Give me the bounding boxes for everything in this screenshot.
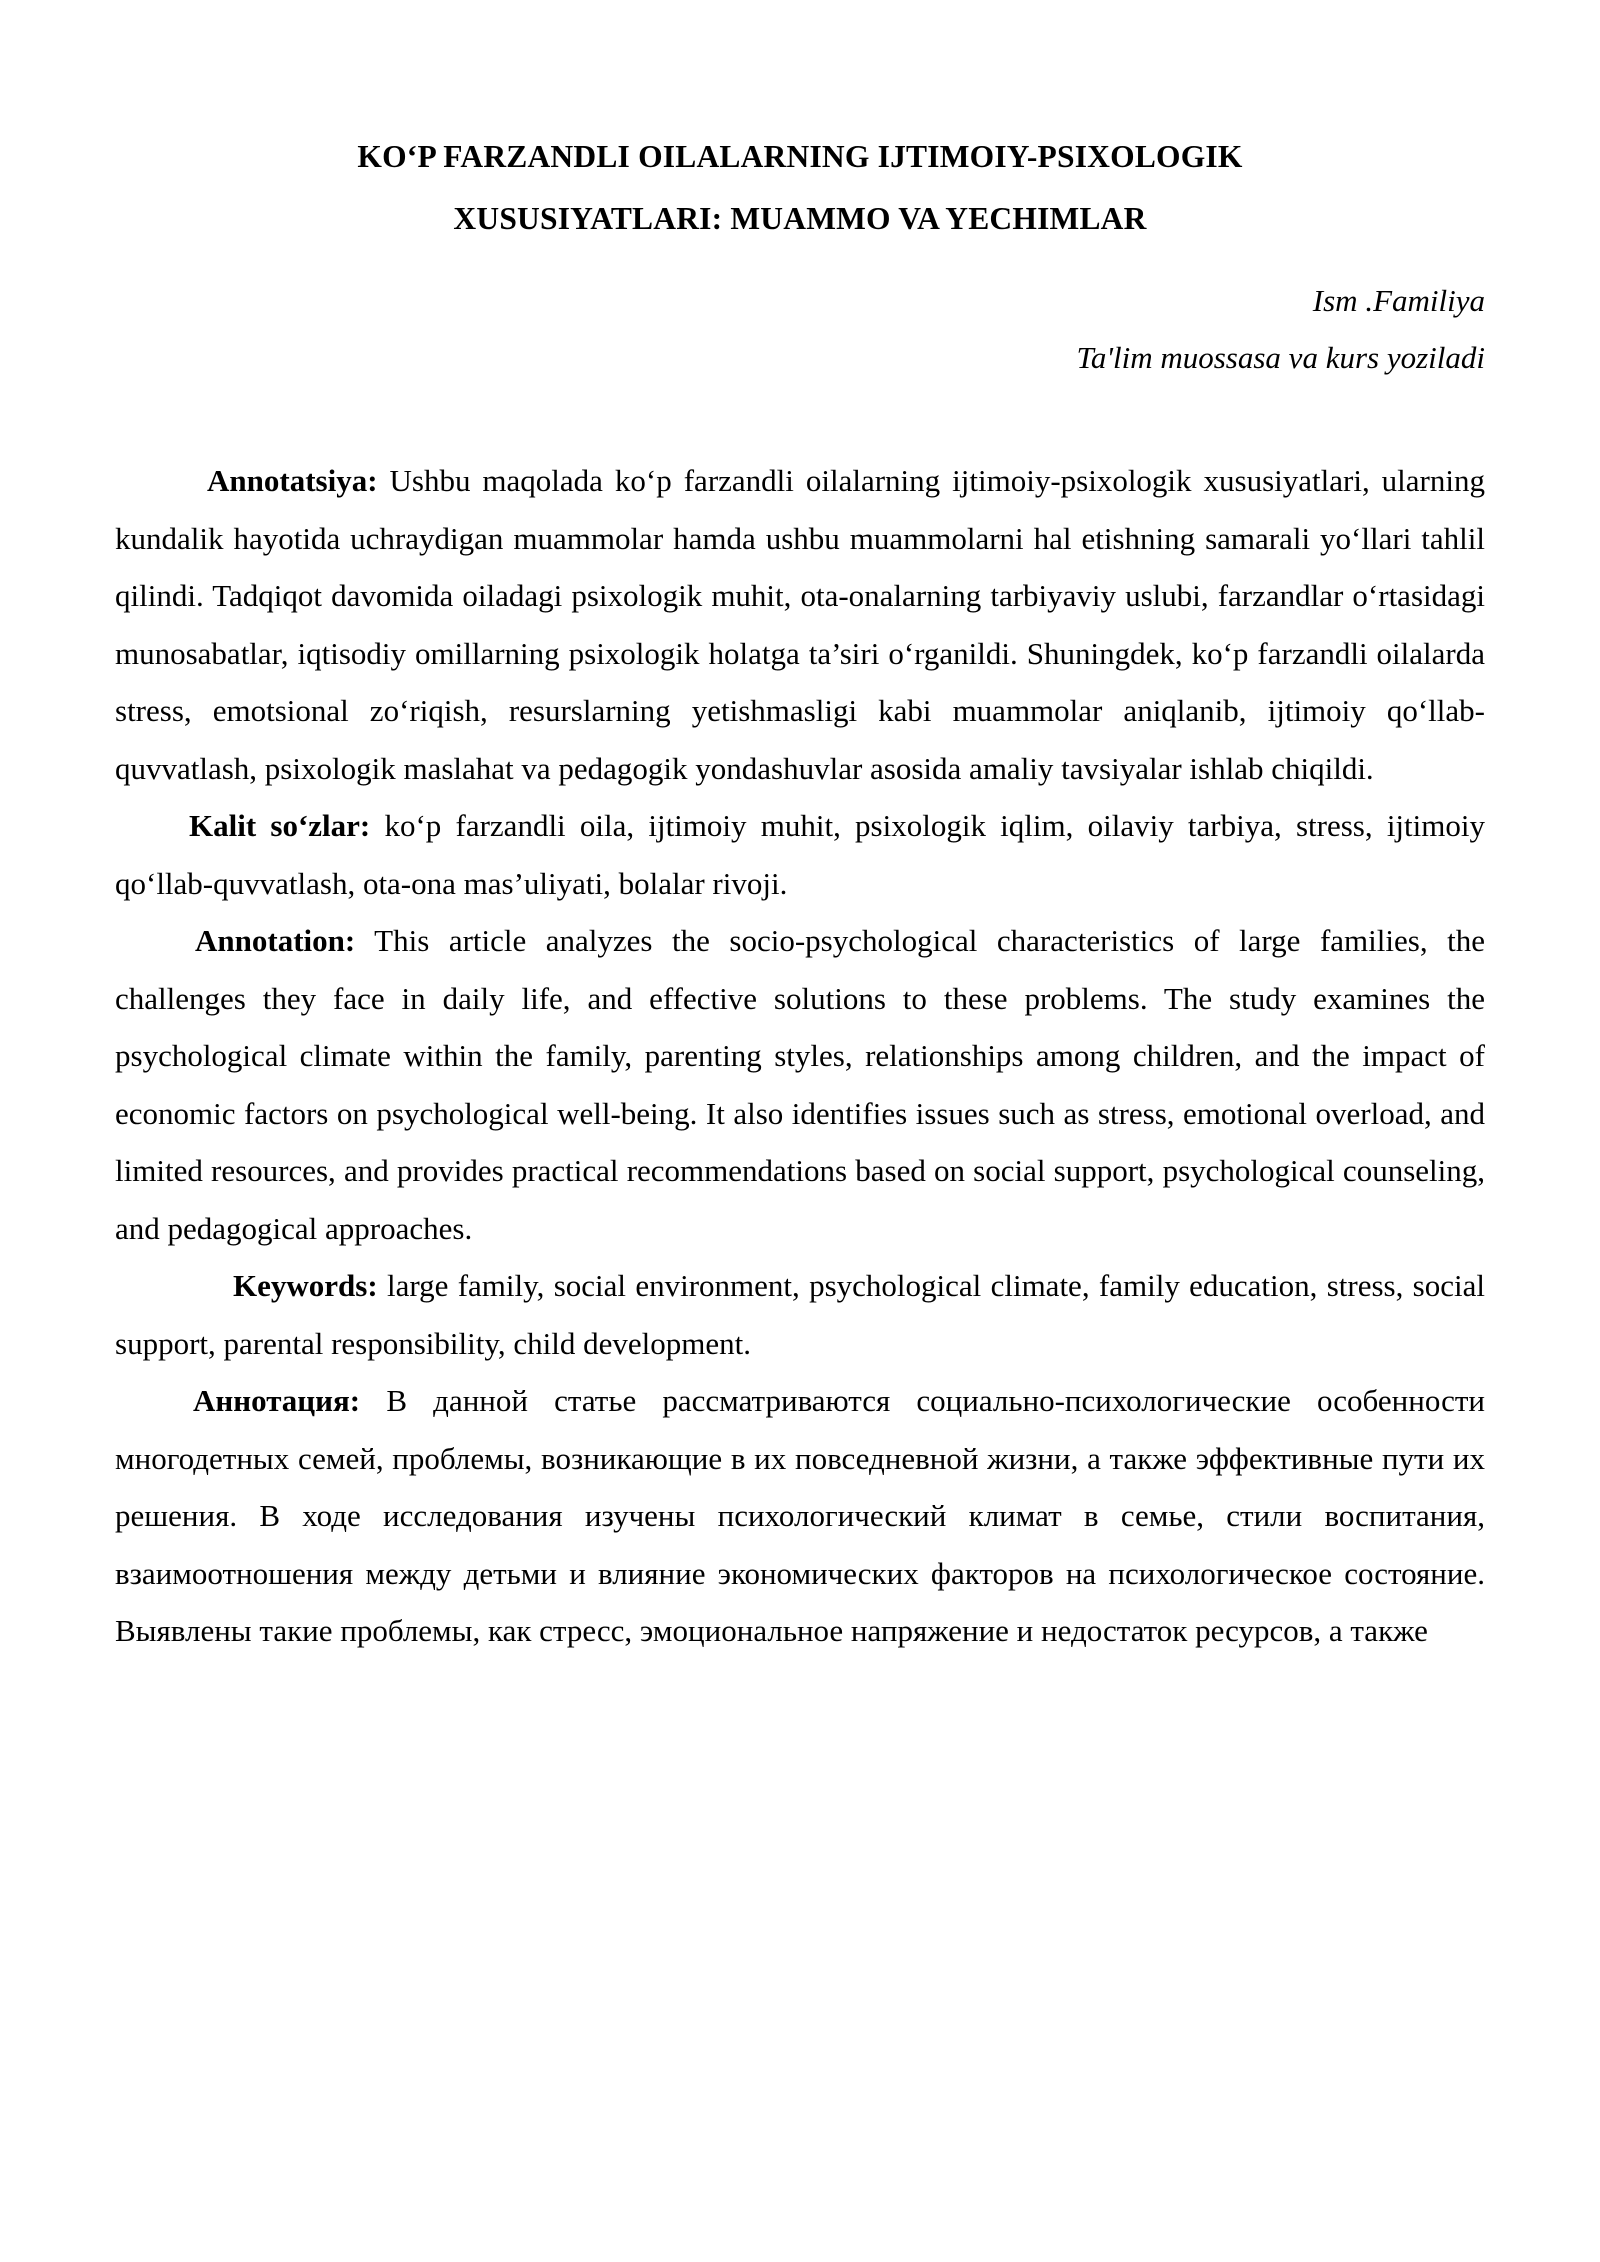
russian-abstract-label: Аннотация: — [193, 1383, 361, 1418]
english-abstract-label: Annotation: — [195, 923, 356, 958]
page-content — [115, 0, 1485, 1660]
abstract-sections — [115, 452, 1485, 1660]
english-abstract-paragraph — [115, 912, 1485, 1257]
uzbek-keywords-paragraph — [115, 797, 1485, 912]
russian-abstract-paragraph — [115, 1372, 1485, 1660]
uzbek-abstract-label: Annotatsiya: — [207, 463, 378, 498]
author-affiliation: Ta'lim muossasa va kurs yoziladi — [1076, 340, 1485, 375]
author-block — [115, 272, 1485, 386]
uzbek-abstract-body: Ushbu maqolada ko‘p farzandli oilalarning ijtimoiy-psixologik xususiyatlari, ularning kundalik hayotida uchraydigan muammolar hamda ushbu muammolarni hal etishning samarali yo‘llari tahlil qilindi. Tadqiqot davomida oiladagi psixologik muhit, ota-onalarning tarbiyaviy uslubi, farzandlar o‘rtasidagi munosabatlar, iqtisodiy omillarning psixologik holatga ta’siri o‘rganildi. Shuningdek, ko‘p farzandli oilalarda stress, emotsional zo‘riqish, resurslarning yetishmasligi kabi muammolar aniqlanib, ijtimoiy qo‘llab-quvvatlash, psixologik maslahat va pedagogik yondashuvlar asosida amaliy tavsiyalar ishlab chiqildi. — [115, 463, 1485, 786]
uzbek-abstract-paragraph — [115, 452, 1485, 797]
author-name: Ism .Familiya — [1312, 283, 1485, 318]
uzbek-keywords-body: ko‘p farzandli oila, ijtimoiy muhit, psixologik iqlim, oilaviy tarbiya, stress, ijtimoiy qo‘llab-quvvatlash, ota-ona mas’uliyati, bolalar rivoji. — [115, 808, 1486, 901]
english-keywords-body: large family, social environment, psychological climate, family education, stress, social support, parental responsibility, child development. — [115, 1268, 1485, 1361]
uzbek-keywords-label: Kalit so‘zlar: — [189, 808, 371, 843]
english-abstract-body: This article analyzes the socio-psychological characteristics of large families, the challenges they face in daily life, and effective solutions to these problems. The study examines the psychological climate within the family, parenting styles, relationships among children, and the impact of economic factors on psychological well-being. It also identifies issues such as stress, emotional overload, and limited resources, and provides practical recommendations based on social support, psychological counseling, and pedagogical approaches. — [115, 923, 1485, 1246]
russian-abstract-body: В данной статье рассматриваются социально-психологические особенности многодетных семей, проблемы, возникающие в их повседневной жизни, а также эффективные пути их решения. В ходе исследования изучены психологический климат в семье, стили воспитания, взаимоотношения между детьми и влияние экономических факторов на психологическое состояние. Выявлены такие проблемы, как стресс, эмоциональное напряжение и недостаток ресурсов, а также — [115, 1383, 1486, 1648]
page-title — [115, 0, 1485, 250]
title-line-2: XUSUSIYATLARI: MUAMMO VA YECHIMLAR — [453, 201, 1147, 236]
english-keywords-label: Keywords: — [233, 1268, 378, 1303]
english-keywords-paragraph — [115, 1257, 1485, 1372]
title-line-1: KO‘P FARZANDLI OILALARNING IJTIMOIY-PSIXOLOGIK — [357, 139, 1243, 174]
